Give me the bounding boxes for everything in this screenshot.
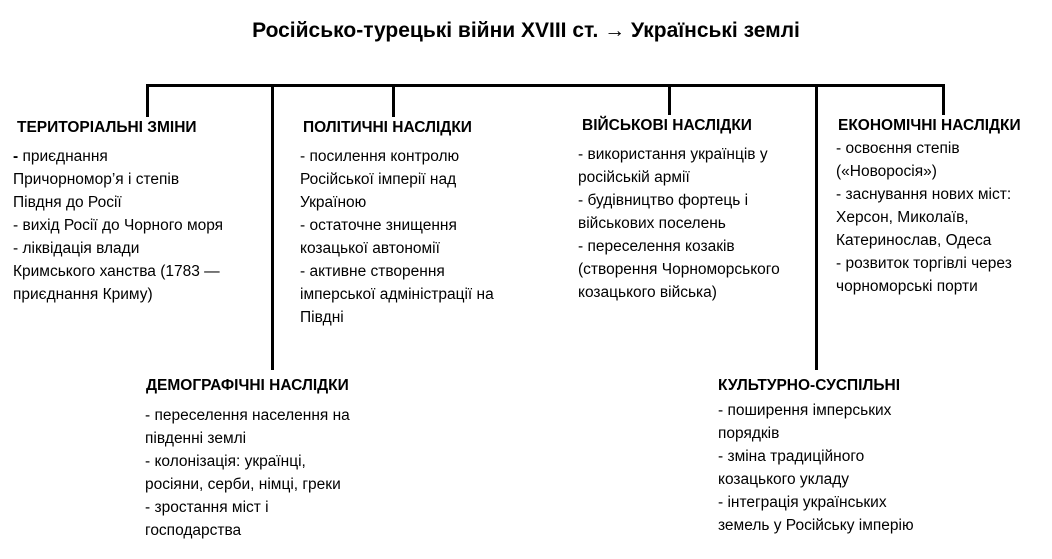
demographic-line: південні землі	[145, 430, 247, 447]
demographic-line: господарства	[145, 522, 242, 539]
military-line: російській армії	[578, 169, 690, 186]
cultural-line: - інтеграція українських	[718, 494, 887, 511]
territorial-line: приєднання Криму)	[13, 286, 153, 303]
demographic-heading: ДЕМОГРАФІЧНІ НАСЛІДКИ	[146, 377, 349, 394]
military-line: - переселення козаків	[578, 238, 735, 255]
territorial-line: - вихід Росії до Чорного моря	[13, 217, 224, 234]
political-line: - остаточне знищення	[300, 217, 457, 234]
economic-line: чорноморські порти	[836, 278, 978, 295]
connector-military	[668, 84, 671, 115]
cultural-line: - поширення імперських	[718, 402, 892, 419]
economic-block	[836, 114, 1048, 298]
military-block	[578, 114, 818, 304]
territorial-line: - ліквідація влади	[13, 240, 140, 257]
connector-demographic	[271, 84, 274, 370]
economic-heading: ЕКОНОМІЧНІ НАСЛІДКИ	[838, 117, 1021, 134]
demographic-line: росіяни, серби, німці, греки	[145, 476, 341, 493]
territorial-line: приєднання	[22, 148, 108, 165]
territorial-heading: ТЕРИТОРІАЛЬНІ ЗМІНИ	[17, 119, 197, 136]
military-line: козацького війська)	[578, 284, 717, 301]
bullet-dash: -	[13, 148, 23, 165]
political-line: Півдні	[300, 309, 344, 326]
political-line: Україною	[300, 194, 367, 211]
military-line: - будівництво фортець і	[578, 192, 749, 209]
cultural-block	[718, 374, 958, 537]
political-block	[300, 116, 540, 329]
political-line: козацької автономії	[300, 240, 440, 257]
cultural-heading: КУЛЬТУРНО-СУСПІЛЬНІ	[718, 377, 900, 394]
political-line: - активне створення	[300, 263, 445, 280]
economic-line: - освоєння степів	[836, 140, 960, 157]
territorial-line: Півдня до Росії	[13, 194, 122, 211]
military-line: військових поселень	[578, 215, 726, 232]
economic-line: - розвиток торгівлі через	[836, 255, 1012, 272]
demographic-line: - переселення населення на	[145, 407, 350, 424]
demographic-line: - колонізація: українці,	[145, 453, 306, 470]
territorial-line: Причорномор’я і степів	[13, 171, 180, 188]
political-line: Російської імперії над	[300, 171, 457, 188]
demographic-block	[145, 374, 395, 542]
diagram-title: Російсько-турецькі війни XVIII ст. → Українські землі	[252, 19, 800, 42]
cultural-line: - зміна традиційного	[718, 448, 865, 465]
military-line: - використання українців у	[578, 146, 768, 163]
cultural-line: порядків	[718, 425, 780, 442]
economic-line: Катеринослав, Одеса	[836, 232, 992, 249]
territorial-line: Кримського ханства (1783 —	[13, 263, 220, 280]
connector-economic	[942, 84, 945, 115]
political-heading: ПОЛІТИЧНІ НАСЛІДКИ	[303, 119, 472, 136]
military-heading: ВІЙСЬКОВІ НАСЛІДКИ	[582, 117, 752, 134]
connector-horizontal	[146, 84, 945, 87]
military-line: (створення Чорноморського	[578, 261, 780, 278]
cultural-line: козацького укладу	[718, 471, 850, 488]
cultural-line: земель у Російську імперію	[718, 517, 914, 534]
connector-territorial	[146, 84, 149, 117]
political-line: імперської адміністрації на	[300, 286, 494, 303]
economic-line: («Новоросія»)	[836, 163, 937, 180]
demographic-line: - зростання міст і	[145, 499, 269, 516]
territorial-block	[13, 116, 263, 306]
political-line: - посилення контролю	[300, 148, 460, 165]
economic-line: Херсон, Миколаїв,	[836, 209, 969, 226]
connector-political	[392, 84, 395, 117]
economic-line: - заснування нових міст:	[836, 186, 1012, 203]
